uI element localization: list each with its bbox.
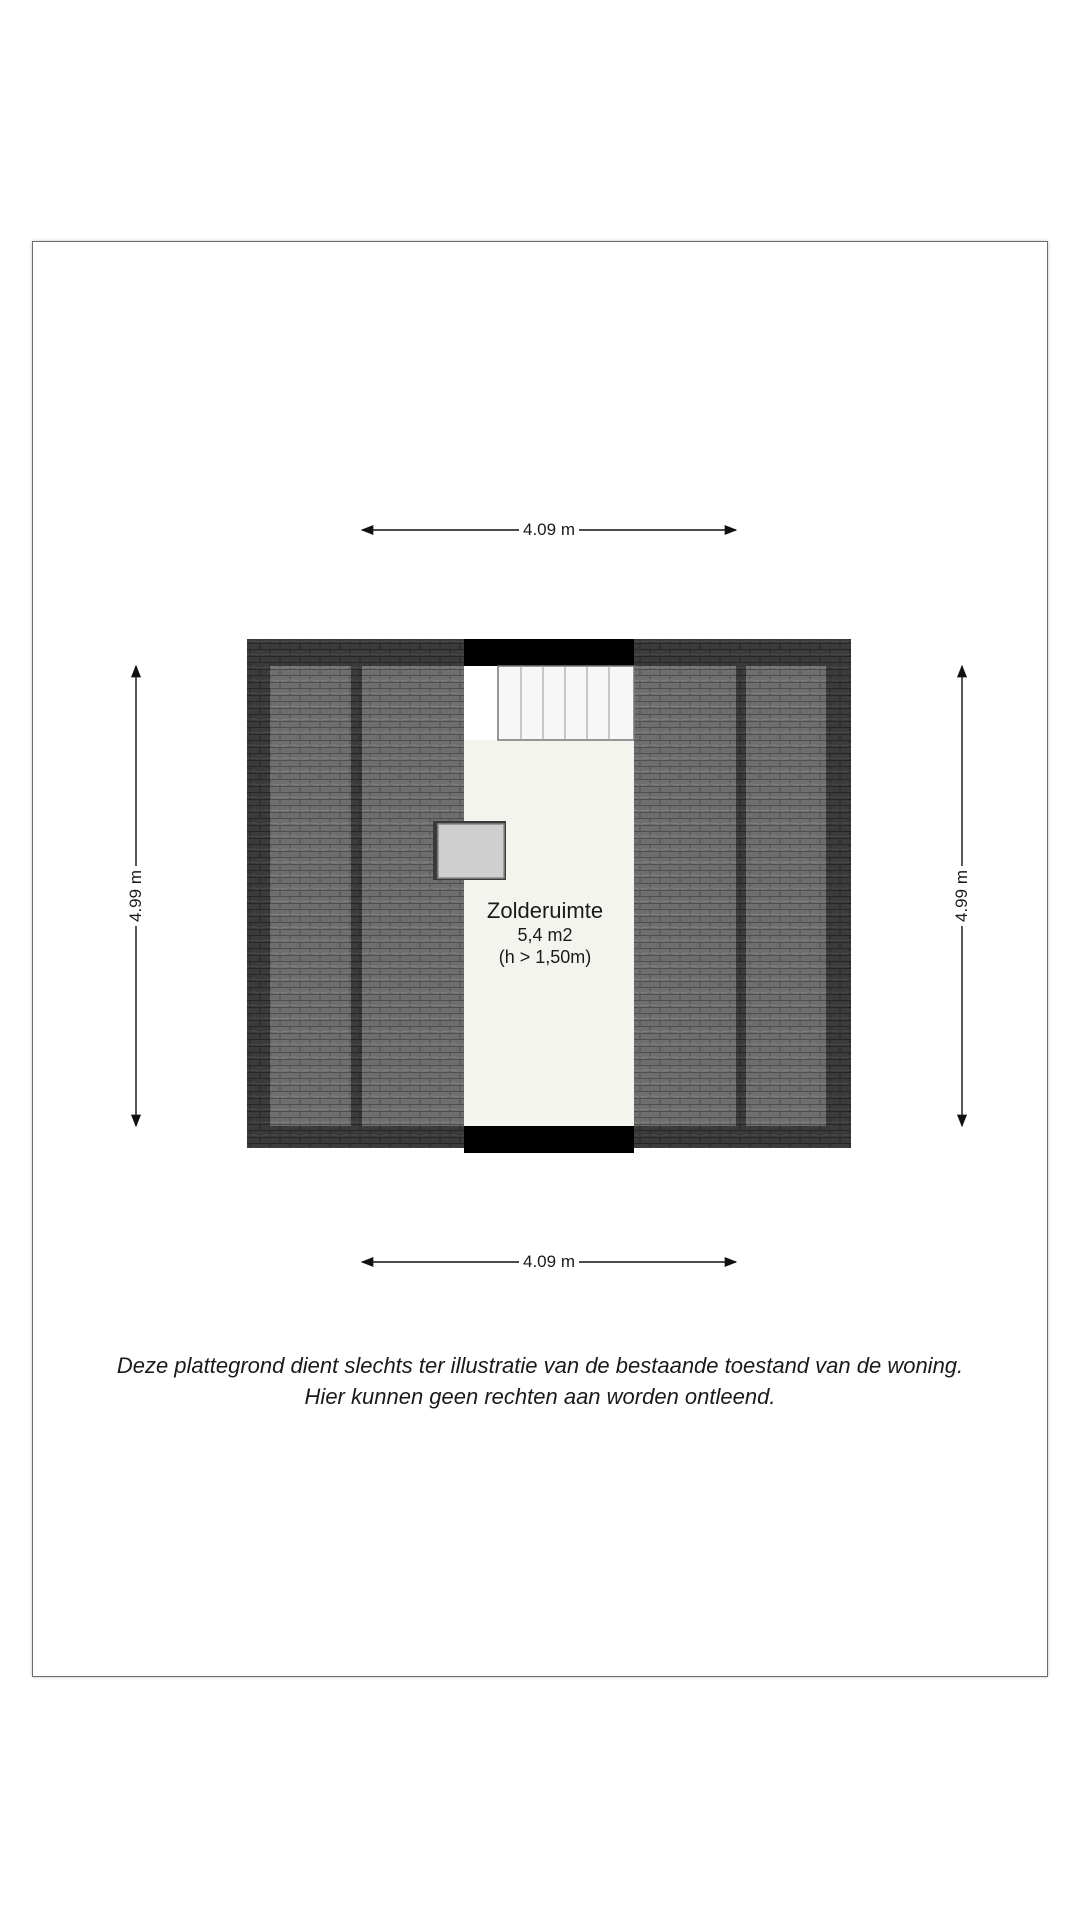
room-name: Zolderuimte — [486, 898, 604, 923]
wall-top — [464, 639, 634, 666]
chimney — [433, 821, 506, 880]
stairs — [498, 666, 634, 740]
room-area: 5,4 m2 — [517, 925, 573, 945]
disclaimer-line-1: Deze plattegrond dient slechts ter illustratie van de bestaande toestand van de woning. — [116, 1353, 964, 1378]
dimension-label-right: 4.99 m — [952, 866, 972, 926]
stair-landing — [464, 666, 498, 740]
dimension-label-top: 4.09 m — [519, 520, 579, 540]
dimension-label-left: 4.99 m — [126, 866, 146, 926]
roof-left — [247, 639, 464, 1148]
roof-right — [634, 639, 851, 1148]
room-label — [487, 898, 603, 968]
wall-bottom — [464, 1126, 634, 1153]
room-height-note: (h > 1,50m) — [498, 947, 592, 967]
disclaimer-line-2: Hier kunnen geen rechten aan worden ontleend. — [304, 1384, 776, 1409]
dimension-label-bottom: 4.09 m — [519, 1252, 579, 1272]
